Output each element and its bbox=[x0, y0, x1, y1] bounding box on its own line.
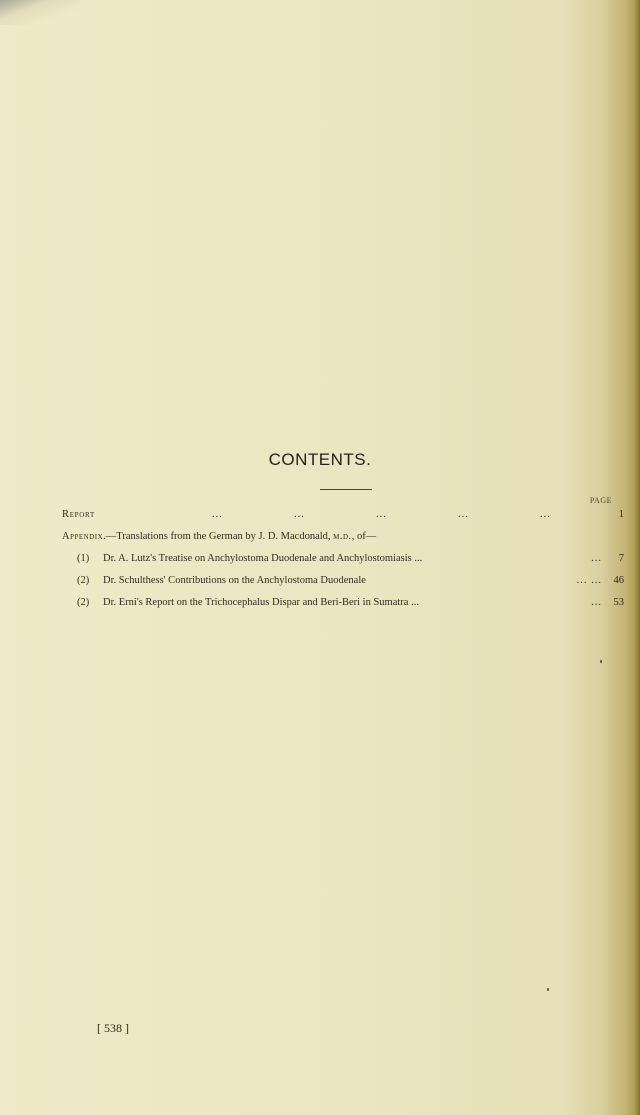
entry-number: (1) bbox=[77, 553, 90, 564]
appendix-label: Appendix bbox=[62, 531, 104, 542]
leader-dots: ... bbox=[294, 509, 305, 520]
leader-dots: ... ... bbox=[576, 575, 602, 586]
appendix-text: .—Translations from the German by J. D. Macdonald, bbox=[103, 531, 334, 542]
entry-title: Dr. Schulthess' Contributions on the Anchylostoma Duodenale bbox=[103, 575, 366, 586]
report-label: Report bbox=[62, 509, 95, 520]
leader-dots: ... bbox=[212, 509, 223, 520]
entry-number: (2) bbox=[77, 597, 90, 608]
leader-dots: ... bbox=[591, 553, 602, 564]
page-column-heading: PAGE bbox=[589, 496, 612, 505]
entry-title: Dr. A. Lutz's Treatise on Anchylostoma Duodenale and Anchylostomiasis ... bbox=[103, 553, 423, 564]
page-number: 7 bbox=[618, 553, 624, 564]
leader-dots: ... bbox=[540, 509, 551, 520]
paper-speck bbox=[547, 988, 549, 991]
leader-dots: ... bbox=[591, 597, 602, 608]
entry-title: Dr. Erni's Report on the Trichocephalus Dispar and Beri-Beri in Sumatra ... bbox=[103, 597, 419, 608]
page-edge-binding bbox=[626, 0, 640, 1115]
paper-speck bbox=[600, 660, 602, 663]
appendix-degree: m.d. bbox=[333, 531, 352, 542]
appendix-heading bbox=[62, 531, 376, 542]
leader-dots: ... bbox=[458, 509, 469, 520]
page-number: 53 bbox=[613, 597, 624, 608]
entry-number: (2) bbox=[77, 575, 90, 586]
page-corner-shadow bbox=[0, 0, 80, 25]
page-number: 1 bbox=[618, 509, 624, 520]
title-rule bbox=[320, 489, 372, 490]
contents-title: CONTENTS. bbox=[268, 450, 372, 469]
footer-page-reference: [ 538 ] bbox=[97, 1021, 129, 1035]
appendix-suffix: , of— bbox=[351, 531, 377, 542]
leader-dots: ... bbox=[376, 509, 387, 520]
page-number: 46 bbox=[613, 575, 624, 586]
